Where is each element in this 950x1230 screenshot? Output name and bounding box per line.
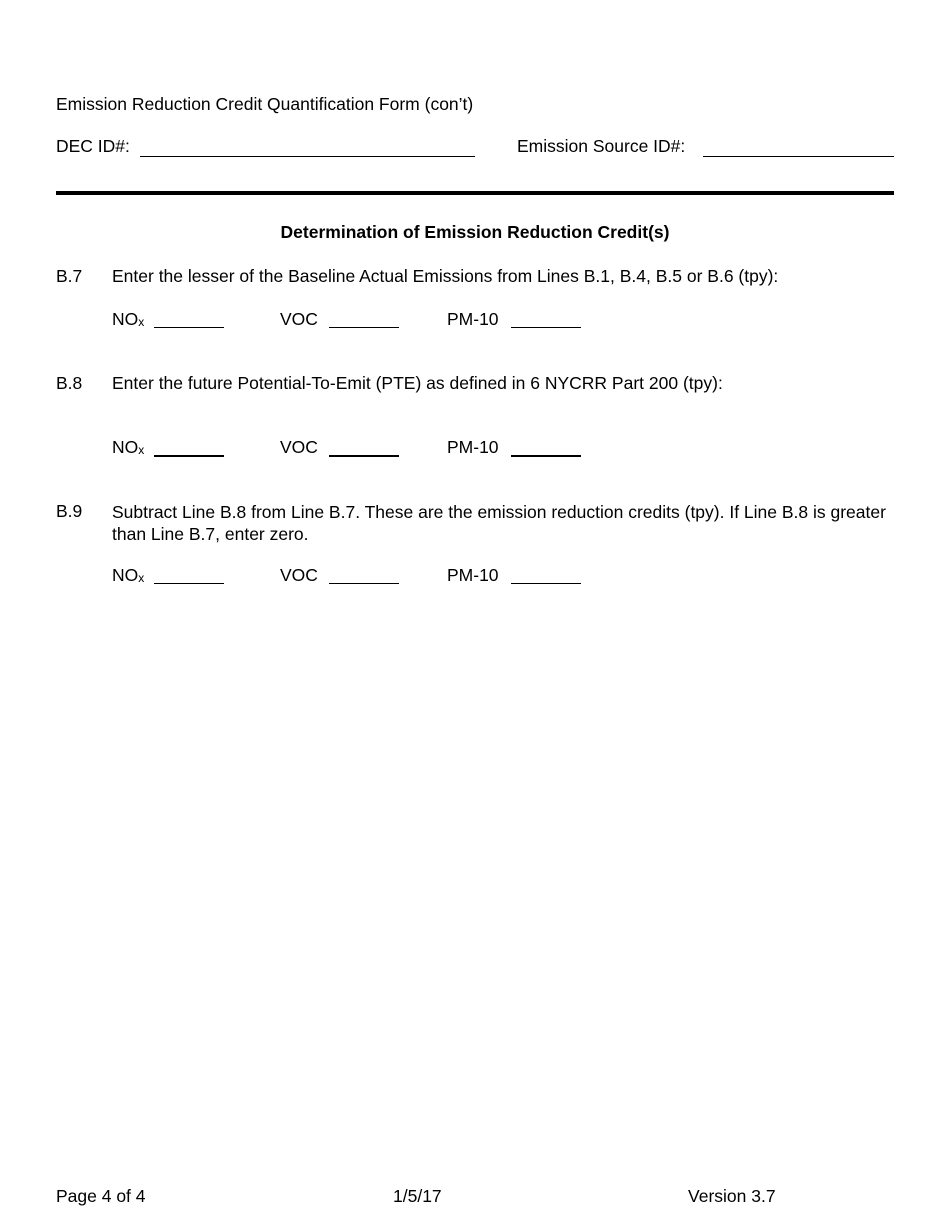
- footer-date: 1/5/17: [393, 1186, 442, 1206]
- form-title: Emission Reduction Credit Quantification Form (con’t): [56, 94, 474, 114]
- item-b8-voc-field[interactable]: [329, 455, 399, 457]
- emission-source-id-field[interactable]: [703, 156, 894, 157]
- dec-id-field[interactable]: [140, 156, 475, 157]
- item-b9-pm10-label: PM-10: [447, 565, 499, 585]
- item-b7-voc-field[interactable]: [329, 327, 399, 328]
- item-b9-voc-label: VOC: [280, 565, 318, 585]
- emission-source-id-label: Emission Source ID#:: [517, 136, 686, 156]
- item-b7-nox-field[interactable]: [154, 327, 224, 328]
- section-divider: [56, 191, 894, 195]
- item-b9-number: B.9: [56, 501, 83, 521]
- item-b9-voc-field[interactable]: [329, 583, 399, 584]
- footer-page-number: Page 4 of 4: [56, 1186, 146, 1206]
- item-b7-number: B.7: [56, 266, 83, 286]
- section-title: Determination of Emission Reduction Credit(s): [280, 222, 670, 242]
- footer-version: Version 3.7: [688, 1186, 776, 1206]
- item-b8-text: Enter the future Potential-To-Emit (PTE) as defined in 6 NYCRR Part 200 (tpy):: [112, 373, 723, 393]
- item-b8-nox-field[interactable]: [154, 455, 224, 457]
- item-b8-number: B.8: [56, 373, 83, 393]
- item-b9-pm10-field[interactable]: [511, 583, 581, 584]
- item-b7-text: Enter the lesser of the Baseline Actual Emissions from Lines B.1, B.4, B.5 or B.6 (tpy):: [112, 266, 779, 286]
- item-b8-voc-label: VOC: [280, 437, 318, 457]
- item-b9-nox-field[interactable]: [154, 583, 224, 584]
- item-b9-text: Subtract Line B.8 from Line B.7. These are the emission reduction credits (tpy). If Line B.8 is greater than Line B.7, enter zero.: [112, 502, 886, 544]
- item-b7-pm10-field[interactable]: [511, 327, 581, 328]
- item-b7-nox-label: NOx: [112, 309, 145, 329]
- item-b8-pm10-field[interactable]: [511, 455, 581, 457]
- item-b7-pm10-label: PM-10: [447, 309, 499, 329]
- item-b7-voc-label: VOC: [280, 309, 318, 329]
- item-b8-nox-label: NOx: [112, 437, 145, 457]
- item-b9-nox-label: NOx: [112, 565, 145, 585]
- dec-id-label: DEC ID#:: [56, 136, 130, 156]
- item-b8-pm10-label: PM-10: [447, 437, 499, 457]
